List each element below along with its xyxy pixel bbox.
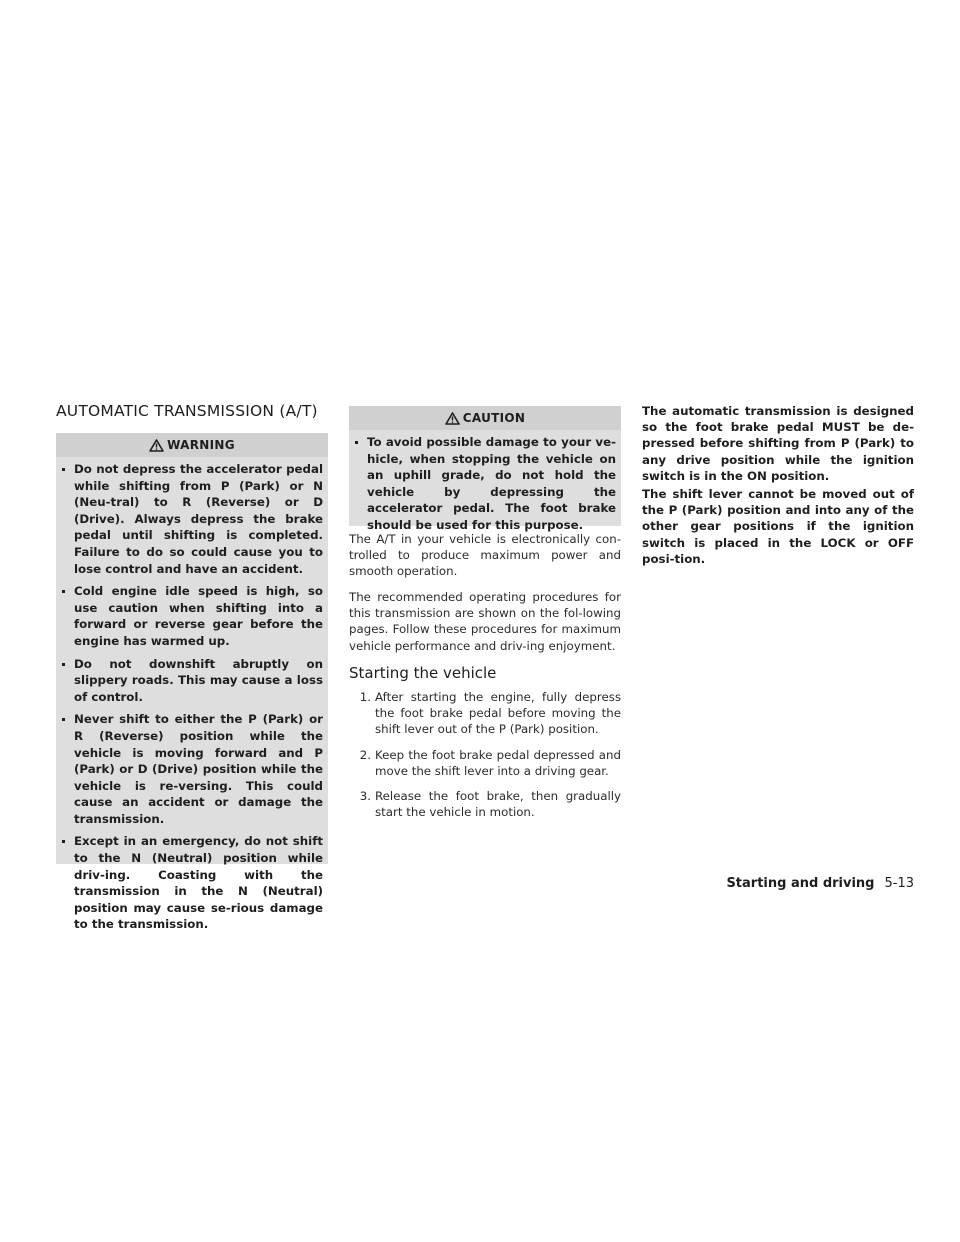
step-item: 2. Keep the foot brake pedal depressed and move the shift lever into a driving gear.	[359, 747, 621, 778]
caution-heading: CAUTION	[462, 410, 526, 425]
bullet-icon	[62, 468, 65, 471]
page-footer	[726, 876, 914, 891]
steps-list	[349, 689, 621, 829]
warning-list	[56, 457, 328, 933]
step-item: 3. Release the foot brake, then gradually start the vehicle in motion.	[359, 789, 621, 820]
warning-item: Cold engine idle speed is high, so use caution when shifting into a forward or reverse gear before the engine has warmed up.	[56, 583, 323, 649]
warning-triangle-icon	[149, 439, 164, 452]
intro-paragraph: The A/T in your vehicle is electronically con-trolled to produce maximum power and smooth operation.	[349, 532, 621, 579]
warning-heading: WARNING	[167, 437, 235, 452]
bullet-icon	[62, 718, 65, 721]
bullet-icon	[62, 663, 65, 666]
subsection-title: Starting the vehicle	[349, 664, 497, 682]
warning-item: Never shift to either the P (Park) or R (Reverse) position while the vehicle is moving forward and P (Park) or D (Drive) position while the vehicle is re-versing. This could cause an accident or damage the transmission.	[56, 711, 323, 827]
caution-box	[349, 406, 621, 532]
section-title: AUTOMATIC TRANSMISSION (A/T)	[56, 402, 318, 420]
warning-item: Do not depress the accelerator pedal while shifting from P (Park) or N (Neu-tral) to R (Reverse) or D (Drive). Always depress the brake pedal until shifting is completed. Failure to do so could cause you to lose control and have an accident.	[56, 461, 323, 577]
shift-lever-paragraph: The shift lever cannot be moved out of the P (Park) position and into any of the other gear positions if the ignition switch is placed in the LOCK or OFF posi-tion.	[642, 487, 914, 566]
warning-header	[56, 433, 328, 457]
warning-box	[56, 433, 328, 932]
caution-header	[349, 406, 621, 430]
bullet-icon	[355, 441, 358, 444]
bullet-icon	[62, 840, 65, 843]
page-number: 5-13	[884, 876, 914, 891]
caution-item: To avoid possible damage to your ve-hicle, when stopping the vehicle on an uphill grade, do not hold the vehicle by depressing the accelerator pedal. The foot brake should be used for this purpose.	[349, 434, 616, 534]
warning-triangle-icon	[445, 412, 460, 425]
step-item: 1. After starting the engine, fully depress the foot brake pedal before moving the shift lever out of the P (Park) position.	[359, 690, 621, 737]
warning-item: Except in an emergency, do not shift to the N (Neutral) position while driv-ing. Coasting with the transmission in the N (Neutral) position may cause se-rious damage to the transmission.	[56, 833, 323, 933]
chapter-title: Starting and driving	[726, 876, 875, 891]
foot-brake-paragraph: The automatic transmission is designed so the foot brake pedal MUST be de-pressed before shifting from P (Park) to any drive position while the ignition switch is in the ON position.	[642, 404, 914, 483]
warning-item: Do not downshift abruptly on slippery roads. This may cause a loss of control.	[56, 656, 323, 706]
caution-list	[349, 430, 621, 534]
bullet-icon	[62, 590, 65, 593]
procedure-paragraph: The recommended operating procedures for this transmission are shown on the fol-lowing pages. Follow these procedures for maximum vehicle performance and driv-ing enjoyment.	[349, 590, 621, 653]
